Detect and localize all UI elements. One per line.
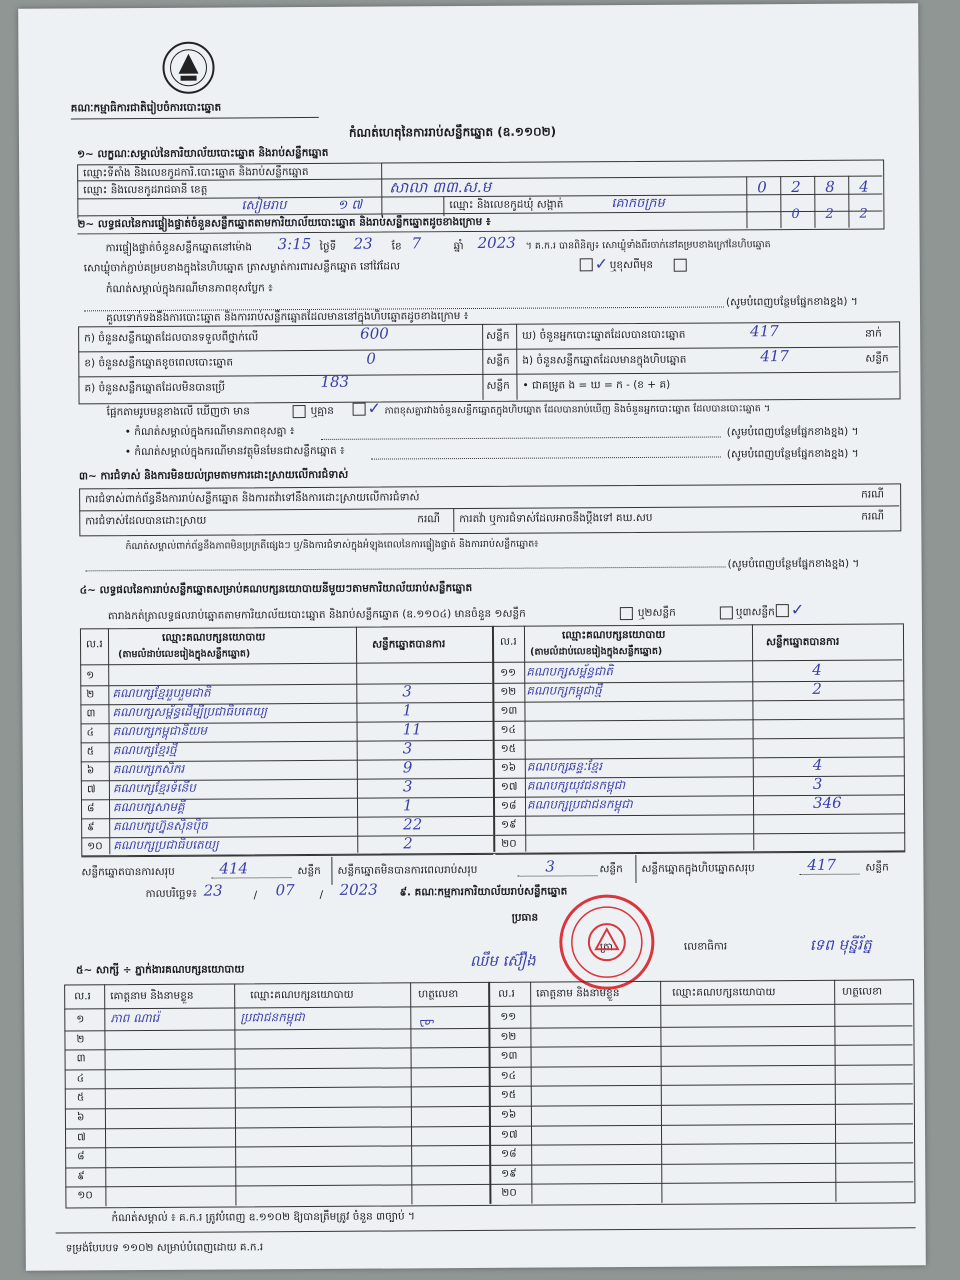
witness-row-no-right: ១២ — [500, 1030, 517, 1043]
s1-row3-label: ឈ្មោះ និងលេខកូដឃុំ សង្កាត់ — [449, 198, 564, 212]
witness-row-no-right: ១៨ — [501, 1147, 517, 1161]
results-row-party: គណបក្សខ្មែររួបរួមជាតិ — [112, 685, 211, 701]
k2-value: 0 — [366, 349, 376, 368]
witness-row-no: ៧ — [77, 1130, 86, 1144]
s4-intro2: ឬ២សន្លឹក — [637, 606, 676, 619]
k4-label: ឃ) ចំនួនអ្នកបោះឆ្នោតដែលបានបោះឆ្នោត — [522, 328, 686, 342]
s3-fill-note: (សូមបំពេញបន្ថែមផ្នែកខាងខ្នង) ។ — [727, 557, 860, 571]
no-diff-checkbox[interactable]: ✓ — [351, 399, 382, 418]
results-row-party: គណបក្សប្រជាធិបតេយ្យ — [113, 837, 219, 853]
witness-row-no-right: ១៣ — [500, 1049, 518, 1063]
results-row-votes: 3 — [402, 777, 413, 796]
bottom-note: កំណត់សម្គាល់ ៖ គ.ក.រ ត្រូវបំពេញ ឧ.១១០២ ឱ្យបានត្រឹមត្រូវ ចំនួន ៣ច្បាប់ ។ — [111, 1210, 415, 1225]
verify-time: 3:15 — [277, 234, 312, 254]
s3-r2a: ការជំទាស់ដែលបានដោះស្រាយ — [85, 514, 207, 528]
witness-row-no-right: ១៦ — [500, 1108, 517, 1121]
s2-p5: ផ្អែកតាមរូបមន្តខាងលើ ឃើញថា មាន — [106, 405, 250, 419]
s1-row1-label: ឈ្មោះទីតាំង និងលេខកូដការិ.បោះឆ្នោត និងរាប់សន្លឹកឆ្នោត — [83, 165, 309, 180]
results-row-no: ១២ — [500, 685, 517, 698]
results-row-votes: 9 — [402, 758, 413, 777]
committee-title: ៩. គណៈកម្មការការិយាល័យរាប់សន្លឹកឆ្នោត — [399, 885, 568, 899]
results-row-no: ១៧ — [500, 780, 518, 793]
witness-row-no-right: ១៧ — [501, 1128, 518, 1141]
k3-unit: សន្លឹក — [486, 379, 510, 392]
s2-p1c: ខែ — [391, 240, 402, 253]
section-2-heading: ២~ លទ្ធផលនៃការផ្ទៀងផ្ទាត់ចំនួនសន្លឹកឆ្នោតតាមការិយាល័យបោះឆ្នោត និងរាប់សន្លឹកឆ្នោតដូចខាងក្រោម ៖ — [77, 216, 490, 234]
results-row-no: ៣ — [86, 707, 96, 720]
s2-p1b: ថ្ងៃទី — [319, 240, 337, 253]
wt-col-no-right: ល.រ — [498, 987, 515, 1000]
s2-p2b: ឬខុសពីមុន — [609, 258, 654, 272]
results-row-no: ១០ — [87, 840, 103, 853]
section-4-heading: ៤~ លទ្ធផលនៃការរាប់សន្លឹកឆ្នោតសម្រាប់គណបក្សនយោបាយនីមួយៗតាមការិយាល័យរាប់សន្លឹកឆ្នោត — [79, 581, 473, 597]
s3-note: កំណត់សម្គាល់ពាក់ព័ន្ធនឹងភាពមិនប្រក្រតីផ្សេងៗ ឬ/និងការជំទាស់ក្នុងអំឡុងពេលនៃការផ្ទៀងផ្ទាត់ និងការរាប់សន្លឹកឆ្នោត៖ — [125, 538, 539, 553]
witness-row-name: ភាព ណារ៉េ — [110, 1010, 160, 1026]
commune-name: គោកចក្រម — [611, 195, 665, 212]
province-code: ១ ៧ — [337, 197, 363, 213]
results-row-party: គណបក្សខ្មែរថ្មី — [112, 742, 177, 758]
emblem-logo — [156, 40, 220, 98]
results-row-no: ៥ — [86, 745, 95, 758]
results-row-no: ១៩ — [501, 818, 517, 831]
s4-intro: តារាងកត់ត្រាលទ្ធផលរាប់ឆ្នោតតាមការិយាល័យបោះឆ្នោត និងរាប់សន្លឹកឆ្នោត (ឧ.១១០៤) មានចំនួន ១សន្លឹក — [107, 607, 526, 623]
results-row-votes: 4 — [812, 755, 823, 774]
results-row-party: គណបក្សសាមគ្គី — [112, 799, 185, 815]
witness-row-no-right: ១៩ — [501, 1167, 517, 1180]
code1-d1: 0 — [757, 178, 767, 197]
form-title: កំណត់ហេតុនៃការរាប់សន្លឹកឆ្នោត (ឧ.១១០២) — [348, 124, 557, 140]
results-row-no: ១៦ — [500, 761, 517, 774]
results-row-no: ៤ — [86, 726, 95, 739]
verify-month: 7 — [411, 234, 422, 253]
k5-unit: សន្លឹក — [865, 352, 889, 365]
results-row-party: គណបក្សកម្ពុជានិយម — [112, 723, 208, 739]
different-checkbox[interactable] — [672, 255, 689, 274]
witness-row-no: ៤ — [76, 1072, 85, 1085]
date-year: 2023 — [339, 880, 378, 899]
verify-year: 2023 — [477, 233, 516, 252]
s2-p1a: ការផ្ទៀងផ្ទាត់ចំនួនសន្លឹកឆ្នោតនៅម៉ោង — [105, 241, 253, 255]
s2-fill-note-2: (សូមបំពេញបន្ថែមផ្នែកខាងខ្នង) ។ — [726, 425, 859, 439]
s4-intro3: ឬ៣សន្លឹក — [735, 606, 775, 619]
secretary-signature: ទេព មុន្នីរ័ត្ន — [809, 935, 872, 954]
results-row-no: ៨ — [87, 802, 95, 815]
rt-col-votes-right: សន្លឹកឆ្នោតបានការ — [766, 635, 840, 649]
wt-col-party-right: ឈ្មោះគណបក្សនយោបាយ — [672, 986, 776, 999]
s2-p1d: ឆ្នាំ — [453, 240, 464, 253]
rt-col-party2-left: (តាមលំដាប់លេខរៀងក្នុងសន្លឹកឆ្នោត) — [118, 648, 251, 661]
rt-col-no-left: ល.រ — [86, 638, 103, 651]
code1-d2: 2 — [791, 177, 801, 197]
k1-value: 600 — [360, 324, 389, 343]
witness-row-party: ប្រជាជនកម្ពុជា — [240, 1010, 305, 1025]
results-row-party: គណបក្សកសិករ — [112, 761, 185, 777]
k1-label: ក) ចំនួនសន្លឹកឆ្នោតដែលបានទទួលពីថ្នាក់លើ — [84, 331, 259, 345]
k2-label: ខ) ចំនួនសន្លឹកឆ្នោតខូចពេលបោះឆ្នោត — [84, 356, 234, 370]
sum-valid-label: សន្លឹកឆ្នោតបានការសរុប — [81, 865, 175, 879]
s2-fill-note-3: (សូមបំពេញបន្ថែមផ្នែកខាងខ្នង) ។ — [726, 447, 859, 461]
s1-row2-label: ឈ្មោះ និងលេខកូដរាជធានី ខេត្ត — [83, 183, 208, 197]
results-row-votes: 2 — [812, 679, 822, 698]
province-name: សៀមរាប — [241, 198, 287, 214]
sum-box-unit: សន្លឹក — [865, 861, 889, 874]
s2-fill-note-1: (សូមបំពេញបន្ថែមផ្នែកខាងខ្នង) ។ — [725, 295, 858, 309]
sum-box-label: សន្លឹកឆ្នោតក្នុងហិបឆ្នោតសរុប — [641, 862, 755, 875]
org-name: គណៈកម្មាធិការជាតិរៀបចំការបោះឆ្នោត — [70, 101, 222, 115]
witness-row-no: ៦ — [76, 1111, 85, 1124]
s2-b1: • កំណត់សម្គាល់ក្នុងករណីមានភាពខុសគ្នា ៖ — [124, 425, 295, 439]
section-5-heading: ៥~ សាក្សី ÷ ភ្នាក់ងារគណបក្សនយោបាយ — [75, 963, 245, 977]
results-row-no: ១១ — [500, 666, 517, 679]
s3-r2b: ការតវ៉ា ឬការជំទាស់ដែលអាចនឹងប្ដឹងទៅ គឃ.សប — [459, 511, 653, 526]
results-row-party: គណបក្សសម្ព័ន្ធជាតិ — [526, 664, 614, 679]
k5-value: 417 — [760, 347, 789, 366]
section-3-heading: ៣~ ការជំទាស់ និងការមិនយល់ព្រមតាមការដោះស្រាយលើការជំទាស់ — [78, 468, 349, 483]
sum-valid-unit: សន្លឹក — [297, 864, 321, 878]
sum-invalid-unit: សន្លឹក — [599, 863, 623, 876]
seal-label: ត្រា — [599, 941, 614, 954]
s2-p5c: ភាពខុសគ្នារវាងចំនួនសន្លឹកឆ្នោតក្នុងហិបឆ្នោត ដែលបានរាប់ឃើញ និងចំនួនអ្នកបោះឆ្នោត ដែលបានបោះឆ្នោត ។ — [384, 403, 771, 417]
witness-row-no: ៣ — [76, 1052, 86, 1065]
results-row-votes: 3 — [812, 774, 823, 793]
sum-invalid-label: សន្លឹកឆ្នោតមិនបានការពេលរាប់សរុប — [337, 863, 478, 877]
witness-row-sign: ᠸᠦ — [418, 1014, 434, 1029]
verify-day: 23 — [353, 234, 373, 253]
k3-label: គ) ចំនួនសន្លឹកឆ្នោតដែលមិនបានប្រើ — [84, 381, 226, 395]
sheet1-checkbox[interactable] — [618, 603, 635, 622]
s2-p2: សោឃ្លុំចាក់ភ្ជាប់គម្របខាងក្នុងនៃហិបឆ្នោត ត្រាសម្ងាត់ការពារសន្លឹកឆ្នោត នៅវៃដែល — [83, 260, 400, 275]
results-row-party: គណបក្សឆន្ទៈខ្មែរ — [526, 759, 603, 774]
results-row-votes: 346 — [812, 793, 842, 812]
president-signature: ឈឹម ស៊ឿង — [469, 951, 536, 971]
witness-row-no: ៥ — [76, 1091, 85, 1104]
results-row-party: គណបក្សសម្ព័ន្ធដើម្បីប្រជាធិបតេយ្យ — [112, 704, 268, 720]
results-row-no: ៦ — [86, 764, 95, 777]
sheet2-checkbox[interactable] — [718, 602, 735, 621]
s2-p1e: ។ គ.ក.រ បានពិនិត្យ៖ សោឃ្លុំទាំងពីរចាក់នៅគម្របខាងក្រៅនៃហិបឆ្នោត — [525, 239, 771, 252]
results-row-votes: 3 — [402, 739, 413, 758]
results-row-votes: 3 — [402, 682, 412, 701]
secretary-label: លេខាធិការ — [683, 940, 728, 953]
code2-d1: 0 — [791, 206, 800, 223]
code2-d2: 2 — [825, 206, 834, 222]
wt-col-name-left: គោត្តនាម និងនាមខ្លួន — [110, 989, 194, 1003]
k6-formula: • ជាគម្រូត ង = ឃ = ក - (ខ + គ) — [522, 378, 671, 392]
wt-col-sign-right: ហត្ថលេខា — [842, 985, 883, 998]
rt-col-party-right: ឈ្មោះគណបក្សនយោបាយ — [561, 628, 666, 642]
wt-col-sign-left: ហត្ថលេខា — [418, 988, 459, 1001]
k1-unit: សន្លឹក — [486, 329, 510, 342]
s3-r2a-case: ករណី — [417, 513, 441, 526]
president-label: ប្រធាន — [511, 911, 539, 924]
s2-b2: • កំណត់សម្គាល់ក្នុងករណីមានវត្ថុមិនមែនជាសន្លឹកឆ្នោត ៖ — [124, 444, 345, 459]
rt-col-votes-left: សន្លឹកឆ្នោតបានការ — [372, 638, 446, 651]
code1-d4: 4 — [859, 177, 869, 196]
section-1-heading: ១~ លក្ខណៈសម្គាល់នៃការិយាល័យបោះឆ្នោត និងរាប់សន្លឹកឆ្នោត — [77, 146, 329, 161]
results-row-party: គណបក្សប្រជាជនកម្ពុជា — [526, 797, 633, 812]
has-diff-checkbox[interactable] — [291, 401, 308, 420]
witness-row-no-right: ១៤ — [500, 1069, 517, 1082]
k4-unit: នាក់ — [865, 327, 882, 340]
witness-row-no-right: ២០ — [501, 1187, 517, 1200]
results-row-no: ១៤ — [500, 723, 516, 736]
rt-col-party-left: ឈ្មោះគណបក្សនយោបាយ — [161, 631, 266, 644]
results-row-no: ៩ — [87, 821, 95, 834]
date-label: កាលបរិច្ឆេទ៖ — [145, 887, 197, 900]
results-row-no: ១ — [86, 669, 95, 682]
s3-r1: ការជំទាស់ពាក់ព័ន្ធនឹងការរាប់សន្លឹកឆ្នោត និងការតវ៉ាទៅនឹងការដោះស្រាយលើការជំទាស់ — [85, 491, 420, 506]
results-row-votes: 4 — [812, 660, 822, 679]
results-row-votes: 22 — [403, 815, 423, 834]
witness-row-no: ១ — [76, 1013, 85, 1026]
s3-r1-case: ករណី — [861, 488, 885, 501]
sum-valid-value: 414 — [219, 859, 249, 878]
results-row-votes: 2 — [403, 834, 413, 853]
sum-invalid-value: 3 — [545, 857, 556, 876]
k3-value: 183 — [320, 372, 350, 391]
sheet3-checkbox[interactable]: ✓ — [774, 600, 805, 619]
results-row-no: ២ — [86, 688, 95, 701]
witness-row-no: ១០ — [77, 1189, 93, 1202]
results-row-no: ១៨ — [500, 799, 517, 812]
k4-value: 417 — [750, 322, 779, 341]
results-row-votes: 1 — [402, 701, 413, 720]
k2-unit: សន្លឹក — [486, 354, 510, 367]
s2-p3: កំណត់សម្គាល់ក្នុងករណីមានភាពខុសប្លែក ៖ — [105, 282, 273, 296]
results-row-party: គណបក្សខ្មែរទំនើប — [112, 780, 196, 796]
rt-col-no-right: ល.រ — [499, 635, 517, 648]
results-row-no: ២០ — [501, 837, 517, 850]
witness-row-no: ៨ — [77, 1150, 85, 1163]
s2-p4: គួលទោក់ទងនឹងការបោះឆ្នោត និងការរាប់សន្លឹកឆ្នោតដែលមាននៅក្នុងហិបឆ្នោតដូចខាងក្រោម ៖ — [106, 310, 469, 325]
witness-row-no: ៩ — [77, 1170, 85, 1183]
results-row-no: ៧ — [86, 783, 96, 796]
rt-col-party2-right: (តាមលំដាប់លេខរៀងក្នុងសន្លឹកឆ្នោត) — [530, 645, 663, 658]
date-day: 23 — [203, 881, 223, 900]
results-row-no: ១៣ — [500, 704, 518, 717]
polling-station-name: សាលា ៣៣.ស.ម — [389, 177, 492, 197]
form-sheet: គណៈកម្មាធិការជាតិរៀបចំការបោះឆ្នោត កំណត់ហេតុនៃការរាប់សន្លឹកឆ្នោត (ឧ.១១០២) ១~ លក្ខណៈសម្គាល់នៃការិយាល័យបោះឆ្នោត និងរាប់សន្លឹកឆ្នោត ឈ្មោះទីតាំង និងលេខកូដការិ.បោះឆ្នោត និងរាប់សន្លឹកឆ្នោត ឈ្មោះ និងលេខកូដរាជធានី ខេត្ត សាលា ៣៣.ស.ម សៀមរាប ១ ៧ ឈ្មោះ និងលេខកូដឃុំ សង្កាត់ គោកចក្រម 0 2 8 4 0 2 2 ២~ លទ្ធផលនៃការផ្ទៀងផ្ទាត់ចំនួនសន្លឹកឆ្នោតតាមការិយាល័យបោះឆ្នោត និងរាប់សន្លឹកឆ្នោតដូចខាងក្រោម ៖ ការផ្ទៀងផ្ទាត់ចំនួនសន្លឹកឆ្នោតនៅម៉ោង 3:15 ថ្ងៃទី 23 ខែ 7 ឆ្នាំ 2023 ។ គ.ក.រ បានពិនិត្យ៖ សោឃ្លុំទាំងពីរចាក់នៅគម្របខាងក្រៅនៃហិបឆ្នោត សោឃ្លុំចាក់ភ្ជាប់គម្របខាងក្នុងនៃហិបឆ្នោត ត្រាសម្ងាត់ការពារសន្លឹកឆ្នោត នៅវៃដែល ✓ ឬខុសពីមុន កំណត់សម្គាល់ក្នុងករណីមានភាពខុសប្លែក ៖ (សូមបំពេញបន្ថែមផ្នែកខាងខ្នង) ។ គួលទោក់ទងនឹងការបោះឆ្នោត និងការរាប់សន្លឹកឆ្នោតដែលមាននៅក្នុងហិបឆ្នោតដូចខាងក្រោម ៖ ក) ចំនួនសន្លឹកឆ្នោតដែលបានទទួលពីថ្នាក់លើ 600 សន្លឹក ខ) ចំនួនសន្លឹកឆ្នោតខូចពេលបោះឆ្នោត 0 សន្លឹក គ) ចំនួនសន្លឹកឆ្នោតដែលមិនបានប្រើ 183 សន្លឹក ឃ) ចំនួនអ្នកបោះឆ្នោតដែលបានបោះឆ្នោត 417 នាក់ ង) ចំនួនសន្លឹកឆ្នោតដែលមានក្នុងហិបឆ្នោត 417 សន្លឹក • ជាគម្រូត ង = ឃ = ក - (ខ + គ) ផ្អែកតាមរូបមន្តខាងលើ ឃើញថា មាន ឬគ្មាន ✓ ភាពខុសគ្នារវាងចំនួនសន្លឹកឆ្នោតក្នុងហិបឆ្នោត ដែលបានរាប់ឃើញ និងចំនួនអ្នកបោះឆ្នោត ដែលបានបោះឆ្នោត ។ • កំណត់សម្គាល់ក្នុងករណីមានភាពខុសគ្នា ៖ (សូមបំពេញបន្ថែមផ្នែកខាងខ្នង) ។ • កំណត់សម្គាល់ក្នុងករណីមានវត្ថុមិនមែនជាសន្លឹកឆ្នោត ៖ (សូមបំពេញបន្ថែមផ្នែកខាងខ្នង) ។ ៣~ ការជំទាស់ និងការមិនយល់ព្រមតាមការដោះស្រាយលើការជំទាស់ ការជំទាស់ពាក់ព័ន្ធនឹងការរាប់សន្លឹកឆ្នោត និងការតវ៉ាទៅនឹងការដោះស្រាយលើការជំទាស់ ករណី ការជំទាស់ដែលបានដោះស្រាយ ករណី ការតវ៉ា ឬការជំទាស់ដែលអាចនឹងប្ដឹងទៅ គឃ.សប ករណី កំណត់សម្គាល់ពាក់ព័ន្ធនឹងភាពមិនប្រក្រតីផ្សេងៗ ឬ/និងការជំទាស់ក្នុងអំឡុងពេលនៃការផ្ទៀងផ្ទាត់ និងការរាប់សន្លឹកឆ្នោត៖ (សូមបំពេញបន្ថែមផ្នែកខាងខ្នង) ។ ៤~ លទ្ធផលនៃការរាប់សន្លឹកឆ្នោតសម្រាប់គណបក្សនយោបាយនីមួយៗតាមការិយាល័យរាប់សន្លឹកឆ្នោត តារាងកត់ត្រាលទ្ធផលរាប់ឆ្នោតតាមការិយាល័យបោះឆ្នោត និងរាប់សន្លឹកឆ្នោត (ឧ.១១០៤) មានចំនួន ១សន្លឹក ឬ២សន្លឹក ឬ៣សន្លឹក ✓ ល.រ ឈ្មោះគណបក្សនយោបាយ (តាមលំដាប់លេខរៀងក្នុងសន្លឹកឆ្នោត) សន្លឹកឆ្នោតបានការ ល.រ ឈ្មោះគណបក្សនយោបាយ (តាមលំដាប់លេខរៀងក្នុងសន្លឹកឆ្នោត) សន្លឹកឆ្នោតបានការ ១ ២ គណបក្សខ្មែររួបរួមជាតិ 3 ៣ គណបក្សសម្ព័ន្ធដើម្បីប្រជាធិបតេយ្យ 1 ៤ គណបក្សកម្ពុជានិយម 11 ៥ គណបក្សខ្មែរថ្មី 3 ៦ គណបក្សកសិករ 9 ៧ គណបក្សខ្មែរទំនើប 3 ៨ គណបក្សសាមគ្គី 1 ៩ គណបក្សហ្វ៊ុនស៊ិនប៉ិច 22 ១០ គណបក្សប្រជាធិបតេយ្យ 2 ១១ គណបក្សសម្ព័ន្ធជាតិ 4 ១២ គណបក្សកម្ពុជាថ្មី 2 ១៣ ១៤ ១៥ ១៦ គណបក្សឆន្ទៈខ្មែរ 4 ១៧ គណបក្សយុវជនកម្ពុជា 3 ១៨ គណបក្សប្រជាជនកម្ពុជា 346 ១៩ ២០ សន្លឹកឆ្នោតបានការសរុប 414 សន្លឹក សន្លឹកឆ្នោតមិនបានការពេលរាប់សរុប 3 សន្លឹក សន្លឹកឆ្នោតក្នុងហិបឆ្នោតសរុប 417 សន្លឹក កាលបរិច្ឆេទ៖ 23 / 07 / 2023 ៩. គណៈកម្មការការិយាល័យរាប់សន្លឹកឆ្នោត ប្រធាន ត្រា លេខាធិការ ឈឹម ស៊ឿង ទេព មុន្នីរ័ត្ន ៥~ សាក្សី ÷ ភ្នាក់ងារគណបក្សនយោបាយ ល.រ គោត្តនាម និងនាមខ្លួន ឈ្មោះគណបក្សនយោបាយ ហត្ថលេខា ល.រ គោត្តនាម និងនាមខ្លួន ឈ្មោះគណបក្សនយោបាយ ហត្ថលេខា ១ ភាព ណារ៉េ ប្រជាជនកម្ពុជា ᠸᠦ ១១ ២ ១២ ៣ ១៣ ៤ ១៤ ៥ ១៥ ៦ ១៦ ៧ ១៧ ៨ ១៨ ៩ ១៩ ១០ ២០ កំណត់សម្គាល់ ៖ គ.ក.រ ត្រូវបំពេញ ឧ.១១០២ ឱ្យបានត្រឹមត្រូវ ចំនួន ៣ច្បាប់ ។ ទម្រង់បែបបទ ១១០២ សម្រាប់បំពេញដោយ គ.ក.រ — [18, 3, 926, 1270]
witness-row-no-right: ១១ — [500, 1010, 517, 1023]
results-row-votes: 11 — [402, 720, 422, 739]
date-month: 07 — [275, 881, 295, 900]
code2-d3: 2 — [859, 206, 868, 222]
wt-col-name-right: គោត្តនាម និងនាមខ្លួន — [536, 987, 620, 1000]
sum-box-value: 417 — [807, 855, 837, 874]
results-row-party: គណបក្សយុវជនកម្ពុជា — [526, 778, 626, 793]
results-row-party: គណបក្សហ្វ៊ុនស៊ិនប៉ិច — [113, 818, 208, 834]
k5-label: ង) ចំនួនសន្លឹកឆ្នោតដែលមានក្នុងហិបឆ្នោត — [522, 353, 687, 367]
results-row-no: ១៥ — [500, 742, 517, 755]
s2-p5b: ឬគ្មាន — [310, 404, 334, 417]
wt-col-no-left: ល.រ — [74, 990, 91, 1003]
official-seal — [556, 891, 659, 994]
results-row-votes: 1 — [402, 796, 413, 815]
results-row-party: គណបក្សកម្ពុជាថ្មី — [526, 683, 602, 698]
wt-col-party-left: ឈ្មោះគណបក្សនយោបាយ — [250, 988, 354, 1002]
witness-row-no: ២ — [76, 1032, 85, 1046]
s3-r2b-case: ករណី — [861, 510, 885, 523]
same-checkbox[interactable]: ✓ — [578, 254, 609, 273]
form-footer: ទម្រង់បែបបទ ១១០២ សម្រាប់បំពេញដោយ គ.ក.រ — [65, 1241, 264, 1255]
witness-row-no-right: ១៥ — [500, 1089, 517, 1102]
code1-d3: 8 — [825, 177, 835, 196]
